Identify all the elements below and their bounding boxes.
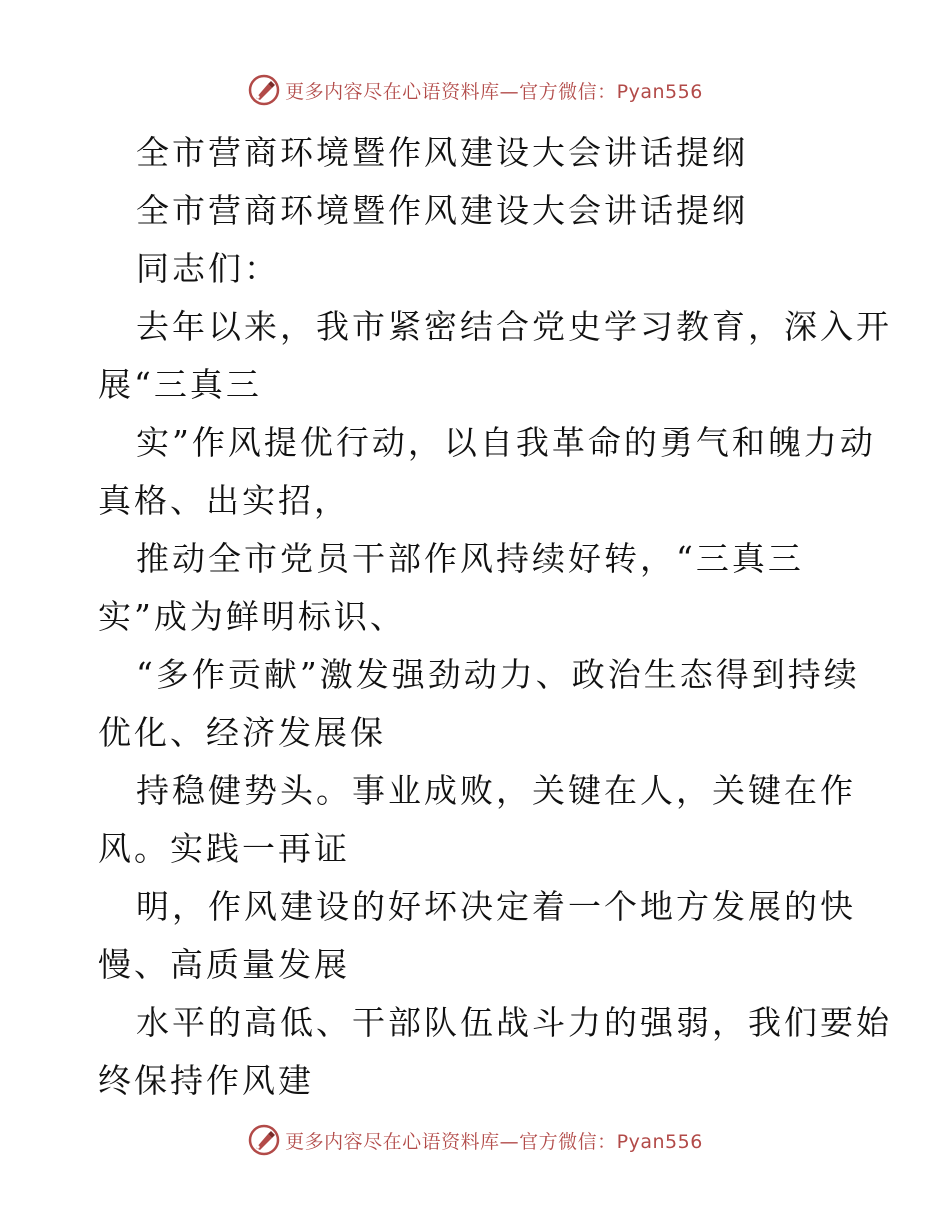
document-body (98, 124, 892, 1110)
footer-watermark-text: 更多内容尽在心语资料库—官方微信：Pyan556 (285, 1130, 703, 1153)
paragraph-line: 持稳健势头。事业成败，关键在人，关键在作 (136, 771, 856, 810)
footer-watermark (0, 1120, 950, 1160)
document-title-repeat: 全市营商环境暨作风建设大会讲话提纲 (136, 191, 748, 230)
paragraph-line: 优化、经济发展保 (98, 713, 386, 752)
paragraph-line: 去年以来，我市紧密结合党史学习教育，深入开 (136, 307, 892, 346)
header-watermark-text: 更多内容尽在心语资料库—官方微信：Pyan556 (285, 80, 703, 103)
salutation: 同志们： (136, 249, 280, 288)
paragraph-line: “多作贡献”激发强劲动力、政治生态得到持续 (136, 655, 860, 694)
paragraph-line: 水平的高低、干部队伍战斗力的强弱，我们要始 (136, 1003, 892, 1042)
paragraph-line: 终保持作风建 (98, 1061, 314, 1100)
paragraph-line: 展“三真三 (98, 365, 262, 404)
paragraph-line: 真格、出实招， (98, 481, 350, 520)
pen-nib-logo-icon (247, 73, 281, 107)
paragraph-line: 实”作风提优行动，以自我革命的勇气和魄力动 (136, 423, 876, 462)
paragraph-line: 慢、高质量发展 (98, 945, 350, 984)
paragraph-line: 推动全市党员干部作风持续好转，“三真三 (136, 539, 804, 578)
paragraph-line: 明，作风建设的好坏决定着一个地方发展的快 (136, 887, 856, 926)
pen-nib-logo-icon (247, 1123, 281, 1157)
document-title: 全市营商环境暨作风建设大会讲话提纲 (136, 133, 748, 172)
paragraph-line: 实”成为鲜明标识、 (98, 597, 406, 636)
header-watermark (0, 70, 950, 110)
paragraph-line: 风。实践一再证 (98, 829, 350, 868)
